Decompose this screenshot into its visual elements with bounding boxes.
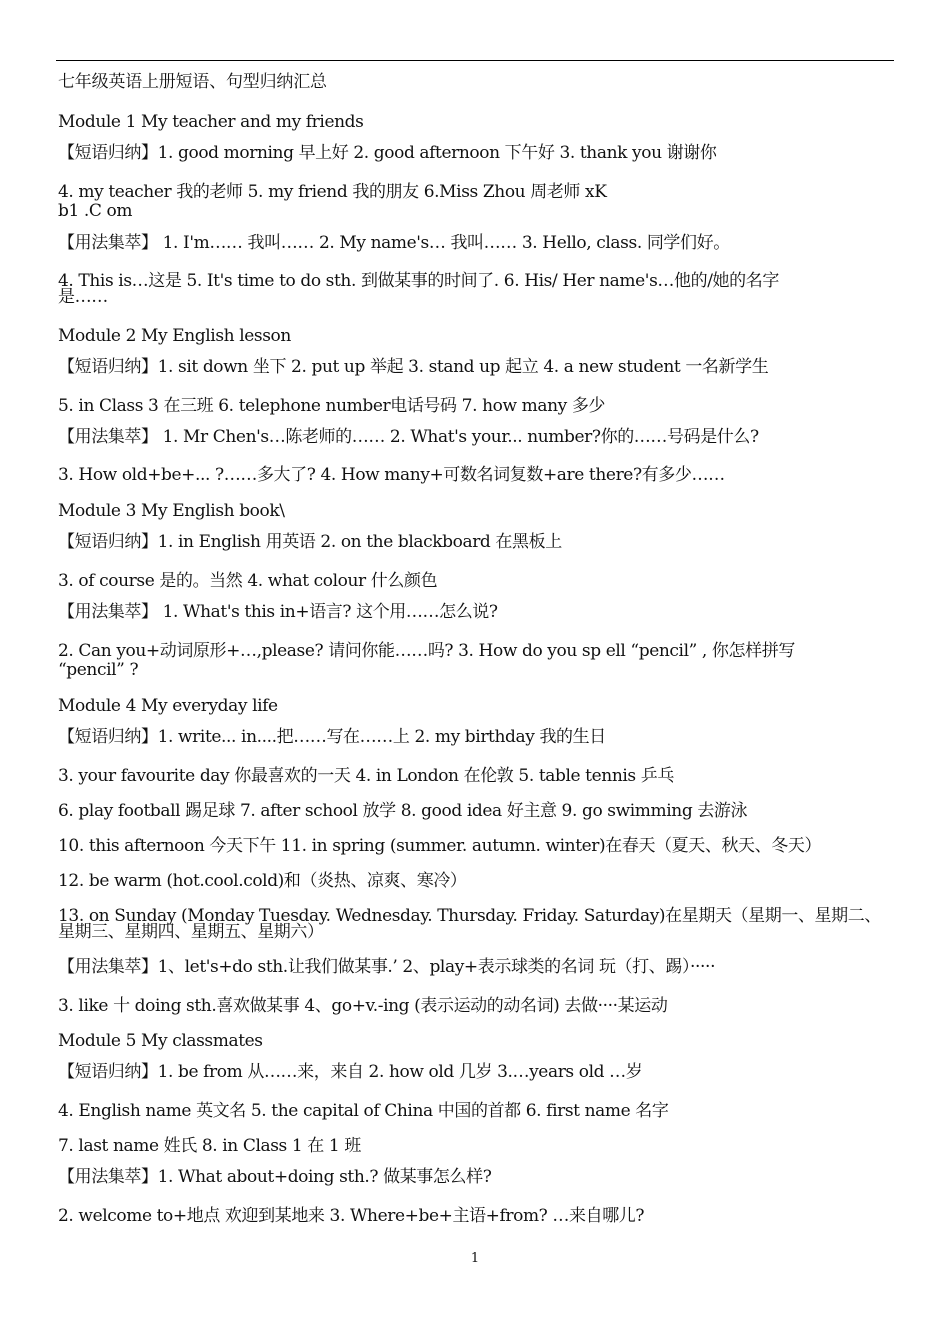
text-line: 【用法集萃】 1. Mr Chen's…陈老师的…… 2. What's your... number?你的……号码是什么? [58, 427, 759, 447]
text-line: 4. This is…这是 5. It's time to do sth. 到做某事的时间了. 6. His/ Her name's…他的/她的名字 [58, 271, 779, 291]
module-3-heading: Module 3 My English book\ [58, 501, 285, 521]
header-rule [56, 60, 894, 61]
text-line: 【短语归纳】1. be from 从……来，来自 2. how old 几岁 3.…years old …岁 [58, 1062, 643, 1082]
text-line: b1 .C om [58, 201, 133, 221]
text-line: 7. last name 姓氏 8. in Class 1 在 1 班 [58, 1136, 361, 1156]
text-line: 4. English name 英文名 5. the capital of China 中国的首都 6. first name 名字 [58, 1101, 669, 1121]
module-5-heading: Module 5 My classmates [58, 1031, 263, 1051]
text-line: 12. be warm (hot.cool.cold)和（炎热、凉爽、寒冷） [58, 871, 467, 891]
text-line: 5. in Class 3 在三班 6. telephone number电话号码 7. how many 多少 [58, 396, 606, 416]
text-line: 2. welcome to+地点 欢迎到某地来 3. Where+be+主语+from? …来自哪儿? [58, 1206, 645, 1226]
text-line: 4. my teacher 我的老师 5. my friend 我的朋友 6.Miss Zhou 周老师 xK [58, 182, 607, 202]
text-line: 2. Can you+动词原形+…,please? 请问你能……吗? 3. How do you sp ell “pencil” , 你怎样拼写 [58, 641, 795, 661]
text-line: 【用法集萃】1. What about+doing sth.? 做某事怎么样? [58, 1167, 492, 1187]
text-line: 3. of course 是的。当然 4. what colour 什么颜色 [58, 571, 438, 591]
text-line: 【短语归纳】1. in English 用英语 2. on the blackboard 在黑板上 [58, 532, 562, 552]
text-line: 【用法集萃】 1. What's this in+语言? 这个用……怎么说? [58, 602, 498, 622]
text-line: 6. play football 踢足球 7. after school 放学 8. good idea 好主意 9. go swimming 去游泳 [58, 801, 748, 821]
text-line: 3. your favourite day 你最喜欢的一天 4. in London 在伦敦 5. table tennis 乒乓 [58, 766, 674, 786]
module-4-heading: Module 4 My everyday life [58, 696, 278, 716]
page-title: 七年级英语上册短语、句型归纳汇总 [58, 72, 327, 92]
page-number: 1 [470, 1251, 480, 1266]
text-line: 10. this afternoon 今天下午 11. in spring (summer. autumn. winter)在春天（夏天、秋天、冬天） [58, 836, 822, 856]
module-1-heading: Module 1 My teacher and my friends [58, 112, 364, 132]
text-line: 【短语归纳】1. sit down 坐下 2. put up 举起 3. stand up 起立 4. a new student 一名新学生 [58, 357, 769, 377]
text-line: 【用法集萃】1、let's+do sth.让我们做某事.’ 2、play+表示球类的名词 玩（打、踢）····· [58, 957, 716, 977]
text-line: 【短语归纳】1. good morning 早上好 2. good afternoon 下午好 3. thank you 谢谢你 [58, 143, 717, 163]
text-line: 3. How old+be+... ?……多大了? 4. How many+可数名词复数+are there?有多少…… [58, 465, 725, 485]
text-line: 【用法集萃】 1. I'm…… 我叫…… 2. My name's… 我叫…… 3. Hello, class. 同学们好。 [58, 233, 730, 253]
text-line: 【短语归纳】1. write... in....把……写在……上 2. my birthday 我的生日 [58, 727, 606, 747]
text-line: 13. on Sunday (Monday Tuesday. Wednesday. Thursday. Friday. Saturday)在星期天（星期一、星期二、 [58, 906, 881, 926]
text-line: 是…… [58, 287, 108, 307]
text-line: “pencil” ? [58, 660, 139, 680]
text-line: 星期三、星期四、星期五、星期六） [58, 922, 324, 942]
text-line: 3. like 十 doing sth.喜欢做某事 4、go+v.-ing (表示运动的动名词) 去做····某运动 [58, 996, 668, 1016]
module-2-heading: Module 2 My English lesson [58, 326, 291, 346]
